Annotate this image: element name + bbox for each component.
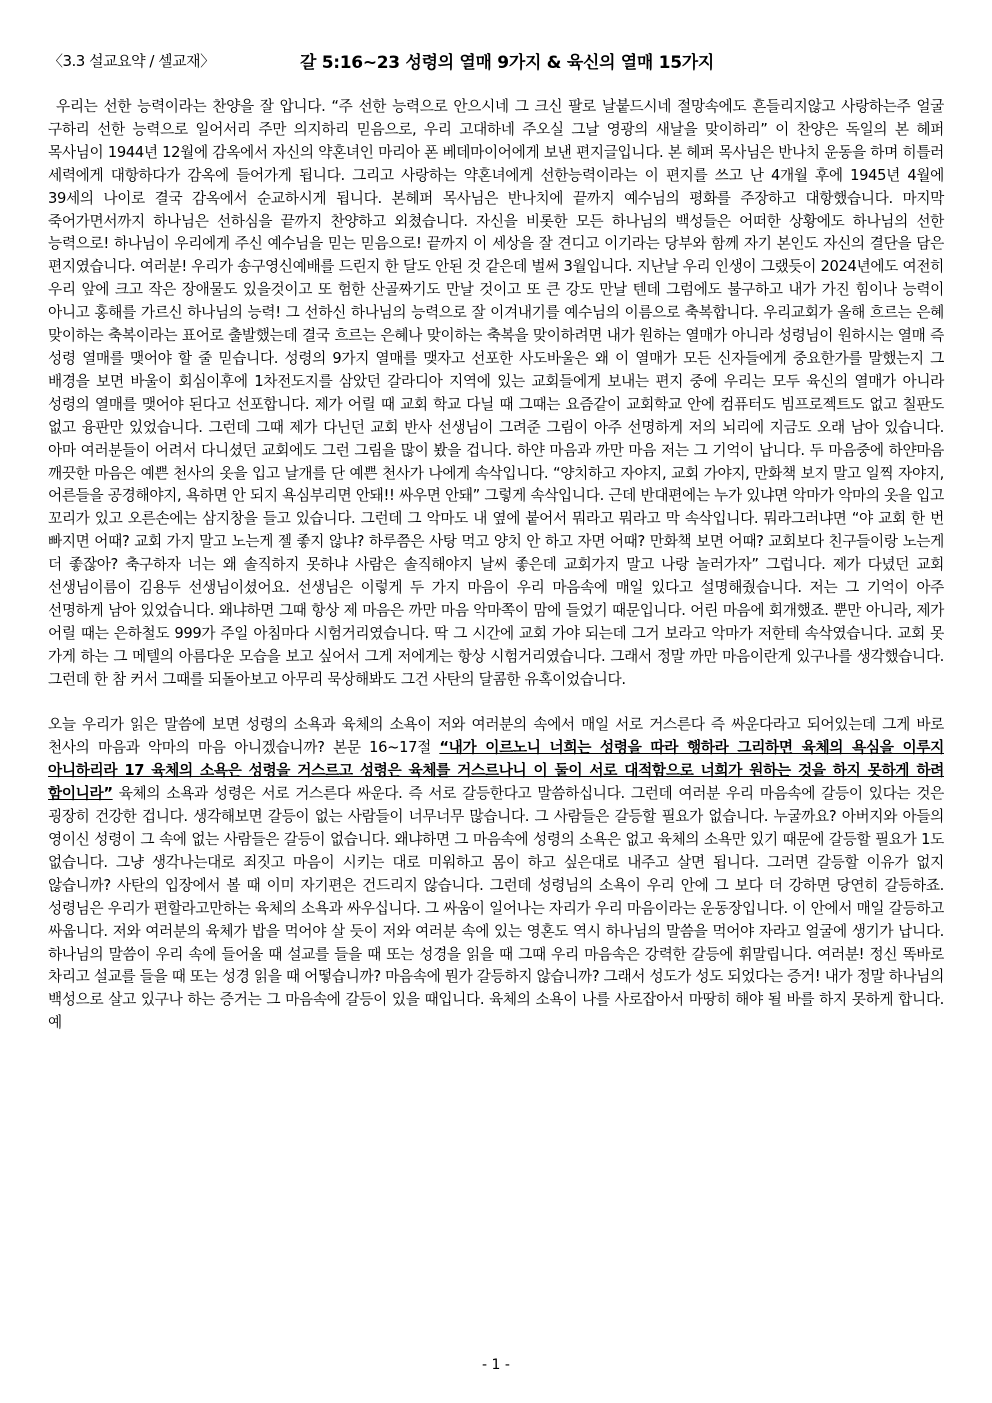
paragraph-2 (48, 714, 944, 1035)
series-label: 〈3.3 설교요약 / 셀교재〉 (48, 52, 215, 70)
paragraph-2-continued: 육체의 소욕과 성령은 서로 거스른다 싸운다. 즉 서로 갈등한다고 말씀하십니다. 그런데 여러분 우리 마음속에 갈등이 있다는 것은 굉장히 건강한 겁니다. 생각해보면 갈등이 없는 사람들이 너무너무 많습니다. 그 사람들은 갈등할 필요가 없습니다. 누굴까요? 아버지와 아들의 영이신 성령이 그 속에 없는 사람들은 갈등이 없습니다. 왜냐하면 그 마음속에 성령의 소욕은 없고 육체의 소욕만 있기 때문에 갈등할 필요가 1도 없습니다. 그냥 생각나는대로 죄짓고 마음이 시키는 대로 미워하고 몸이 하고 싶은대로 내주고 살면 됩니다. 그러면 갈등할 이유가 없지 않습니까? 사탄의 입장에서 볼 때 이미 자기편은 건드리지 않습니다. 그런데 성령님의 소욕이 우리 안에 그 보다 더 강하면 당연히 갈등하죠. 성령님은 우리가 편할라고만하는 육체의 소욕과 싸우십니다. 그 싸움이 일어나는 자리가 우리 마음이라는 운동장입니다. 이 안에서 매일 갈등하고 싸웁니다. 저와 여러분의 육체가 밥을 먹어야 살 듯이 저와 여러분 속에 있는 영혼도 역시 하나님의 말씀을 먹어야 자라고 얼굴에 생기가 납니다. 하나님의 말씀이 우리 속에 들어올 때 설교를 들을 때 또는 성경을 읽을 때 그때 우리 마음속은 강력한 갈등에 휘말립니다. 여러분! 정신 똑바로 차리고 설교를 들을 때 또는 성경 읽을 때 어떻습니까? 마음속에 뭔가 갈등하지 않습니까? 그래서 성도가 성도 되었다는 증거! 내가 정말 하나님의 백성으로 살고 있구나 하는 증거는 그 마음속에 갈등이 있을 때입니다. 육체의 소욕이 나를 사로잡아서 마땅히 해야 될 바를 하지 못하게 합니다. 예 (48, 785, 944, 1032)
page-number: - 1 - (482, 1357, 510, 1373)
paragraph-gap (48, 692, 944, 715)
sermon-body (48, 96, 944, 1035)
scripture-quote: “내가 이르노니 너희는 성령을 따라 행하라 그리하면 육체의 욕심을 이루지 아니하리라 17 육체의 소욕은 성령을 거스르고 성령은 육체를 거스르나니 이 둘이 서로 대적함으로 너희가 원하는 것을 하지 못하게 하려 함이니라” (48, 739, 944, 803)
document-header (48, 48, 948, 72)
paragraph-1: 우리는 선한 능력이라는 찬양을 잘 압니다. “주 선한 능력으로 안으시네 그 크신 팔로 날붙드시네 절망속에도 흔들리지않고 사랑하는주 얼굴 구하리 선한 능력으로 일어서리 주만 의지하리 믿음으로, 우리 고대하네 주오실 그날 영광의 새날을 맞이하리” 이 찬양은 독일의 본 헤퍼 목사님이 1944년 12월에 감옥에서 자신의 약혼녀인 마리아 폰 베데마이어에게 보낸 편지글입니다. 본 헤퍼 목사님은 반나치 운동을 하며 히틀러 세력에게 대항하다가 감옥에 들어가게 됩니다. 그리고 사랑하는 약혼녀에게 선한능력이라는 이 편지를 쓰고 난 4개월 후에 1945년 4월에 39세의 나이로 결국 감옥에서 순교하시게 됩니다. 본헤퍼 목사님은 반나치에 끝까지 예수님의 평화를 주장하고 대항했습니다. 마지막 죽어가면서까지 하나님은 선하심을 끝까지 찬양하고 외쳤습니다. 자신을 비롯한 모든 하나님의 백성들은 어떠한 상황에도 하나님의 선한 능력으로! 하나님이 우리에게 주신 예수님을 믿는 믿음으로! 끝까지 이 세상을 잘 견디고 이기라는 당부와 함께 자기 본인도 자신의 결단을 담은 편지였습니다. 여러분! 우리가 송구영신예배를 드린지 한 달도 안된 것 같은데 벌써 3월입니다. 지난날 우리 인생이 그랬듯이 2024년에도 여전히 우리 앞에 크고 작은 장애물도 있을것이고 또 험한 산골짜기도 만날 것이고 또 큰 강도 만날 텐데 그럼에도 불구하고 내가 가진 힘이나 능력이 아니고 홍해를 가르신 하나님의 능력! 그 선하신 하나님의 능력으로 잘 이겨내기를 예수님의 이름으로 축복합니다. 우리교회가 올해 흐르는 은혜 맞이하는 축복이라는 표어로 출발했는데 결국 흐르는 은혜나 맞이하는 축복을 맞이하려면 내가 원하는 열매가 아니라 성령님이 원하시는 열매 즉 성령 열매를 맺어야 할 줄 믿습니다. 성령의 9가지 열매를 맺자고 선포한 사도바울은 왜 이 열매가 모든 신자들에게 중요한가를 말했는지 그 배경을 보면 바울이 회심이후에 1차전도지를 삼았던 갈라디아 지역에 있는 교회들에게 보내는 편지 중에 우리는 모두 육신의 열매가 아니라 성령의 열매를 맺어야 된다고 선포합니다. 제가 어릴 때 교회 학교 다닐 때 그때는 요즘같이 교회학교 안에 컴퓨터도 빔프로젝트도 없고 칠판도 없고 융판만 있었습니다. 그런데 그때 제가 다닌던 교회 반사 선생님이 그려준 그림이 아주 선명하게 저의 뇌리에 지금도 오래 남아 있습니다. 아마 여러분들이 어려서 다니셨던 교회에도 그런 그림을 많이 봤을 겁니다. 하얀 마음과 까만 마음 저는 그 기억이 납니다. 두 마음중에 하얀마음 깨끗한 마음은 예쁜 천사의 옷을 입고 날개를 단 예쁜 천사가 나에게 속삭입니다. “양치하고 자야지, 교회 가야지, 만화책 보지 말고 일찍 자야지, 어른들을 공경해야지, 욕하면 안 되지 욕심부리면 안돼!! 싸우면 안돼” 그렇게 속삭입니다. 근데 반대편에는 누가 있냐면 악마가 악마의 옷을 입고 꼬리가 있고 오른손에는 삼지창을 들고 있습니다. 그런데 그 악마도 내 옆에 붙어서 뭐라고 뭐라고 막 속삭입니다. 뭐라그러냐면 “야 교회 한 번 빠지면 어때? 교회 가지 말고 노는게 젤 좋지 않냐? 하루쯤은 사탕 먹고 양치 안 하고 자면 어때? 만화책 보면 어때? 교회보다 친구들이랑 노는게 더 좋잖아? 축구하자 너는 왜 솔직하지 못하냐 사람은 솔직해야지 날씨 좋은데 교회가지 말고 나랑 놀러가자” 그럽니다. 제가 다녔던 교회 선생님이름이 김용두 선생님이셨어요. 선생님은 이렇게 두 가지 마음이 우리 마음속에 매일 있다고 설명해줬습니다. 저는 그 기억이 아주 선명하게 남아 있었습니다. 왜냐하면 그때 항상 제 마음은 까만 마음 악마쪽이 맘에 들었기 때문입니다. 어린 마음에 회개했죠. 뿐만 아니라, 제가 어릴 때는 은하철도 999가 주일 아침마다 시험거리였습니다. 딱 그 시간에 교회 가야 되는데 그거 보라고 악마가 저한테 속삭였습니다. 교회 못 가게 하는 그 메텔의 아름다운 모습을 보고 싶어서 그게 저에게는 항상 시험거리였습니다. 그래서 정말 까만 마음이란게 있구나를 생각했습니다. 그런데 한 참 커서 그때를 되돌아보고 아무리 묵상해봐도 그건 사탄의 달콤한 유혹이었습니다. (48, 98, 944, 688)
paragraph-2-intro: 오늘 우리가 읽은 말씀에 보면 성령의 소욕과 육체의 소욕이 저와 여러분의 속에서 매일 서로 거스른다 즉 싸운다라고 되어있는데 그게 바로 천사의 마음과 악마의 마음 아니겠습니까? 본문 16~17절 (48, 716, 944, 757)
sermon-title: 갈 5:16~23 성령의 열매 9가지 & 육신의 열매 15가지 (300, 53, 714, 73)
